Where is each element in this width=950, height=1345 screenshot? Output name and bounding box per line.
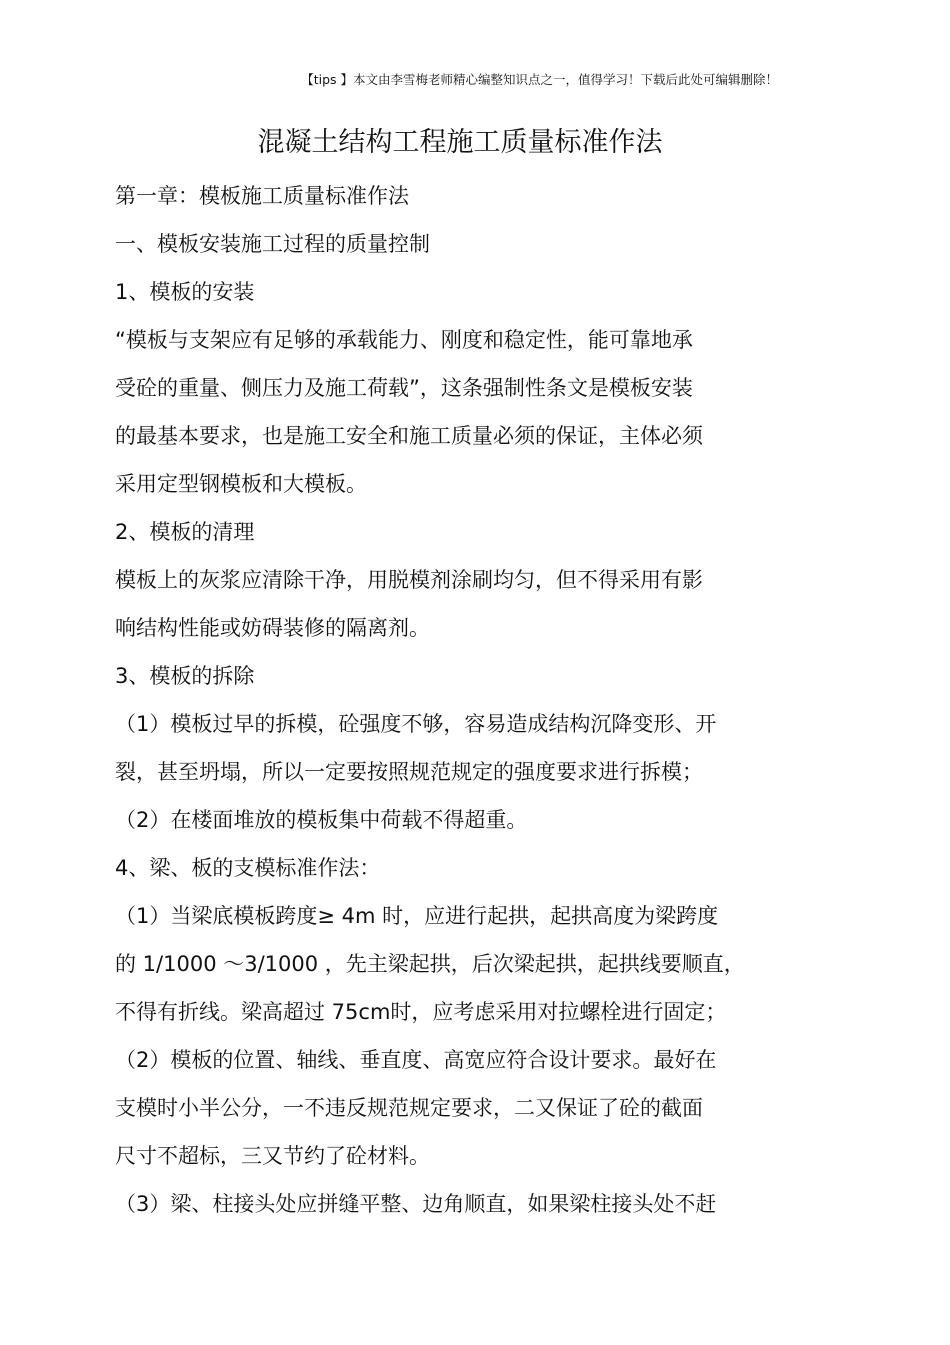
- chapter-heading: 第一章：模板施工质量标准作法: [115, 184, 409, 208]
- paragraph-line: （2）模板的位置、轴线、垂直度、高宽应符合设计要求。最好在: [115, 1048, 717, 1072]
- paragraph-line: 模板上的灰浆应清除干净，用脱模剂涂刷均匀，但不得采用有影: [115, 568, 703, 592]
- subsection-heading: 3、模板的拆除: [115, 664, 255, 688]
- paragraph-line: 采用定型钢模板和大模板。: [115, 472, 367, 496]
- paragraph-line: “模板与支架应有足够的承载能力、刚度和稳定性，能可靠地承: [115, 328, 693, 352]
- paragraph-line: （3）梁、柱接头处应拼缝平整、边角顺直，如果梁柱接头处不赶: [115, 1192, 717, 1216]
- paragraph-line: 的 1/1000 ～3/1000 ，先主梁起拱，后次梁起拱，起拱线要顺直，: [115, 952, 745, 976]
- paragraph-line: 响结构性能或妨碍装修的隔离剂。: [115, 616, 430, 640]
- subsection-heading: 4、梁、板的支模标准作法：: [115, 856, 381, 880]
- paragraph-line: 不得有折线。梁高超过 75cm时，应考虑采用对拉螺栓进行固定；: [115, 1000, 727, 1024]
- subsection-heading: 1、模板的安装: [115, 280, 255, 304]
- paragraph-line: 支模时小半公分，一不违反规范规定要求，二又保证了砼的截面: [115, 1096, 703, 1120]
- paragraph-line: （2）在楼面堆放的模板集中荷载不得超重。: [115, 808, 528, 832]
- page-title: 混凝土结构工程施工质量标准作法: [257, 127, 663, 158]
- subsection-heading: 2、模板的清理: [115, 520, 255, 544]
- paragraph-line: 的最基本要求，也是施工安全和施工质量必须的保证，主体必须: [115, 424, 703, 448]
- paragraph-line: 尺寸不超标，三又节约了砼材料。: [115, 1144, 430, 1168]
- paragraph-line: （1）模板过早的拆模，砼强度不够，容易造成结构沉降变形、开: [115, 712, 717, 736]
- header-tip: 【tips 】本文由李雪梅老师精心编整知识点之一，值得学习！下载后此处可编辑删除！: [301, 72, 778, 87]
- paragraph-line: 裂，甚至坍塌，所以一定要按照规范规定的强度要求进行拆模；: [115, 760, 703, 784]
- paragraph-line: 受砼的重量、侧压力及施工荷载”，这条强制性条文是模板安装: [115, 376, 693, 400]
- paragraph-line: （1）当梁底模板跨度≥ 4m 时，应进行起拱，起拱高度为梁跨度: [115, 904, 719, 928]
- section-heading: 一、模板安装施工过程的质量控制: [115, 232, 430, 256]
